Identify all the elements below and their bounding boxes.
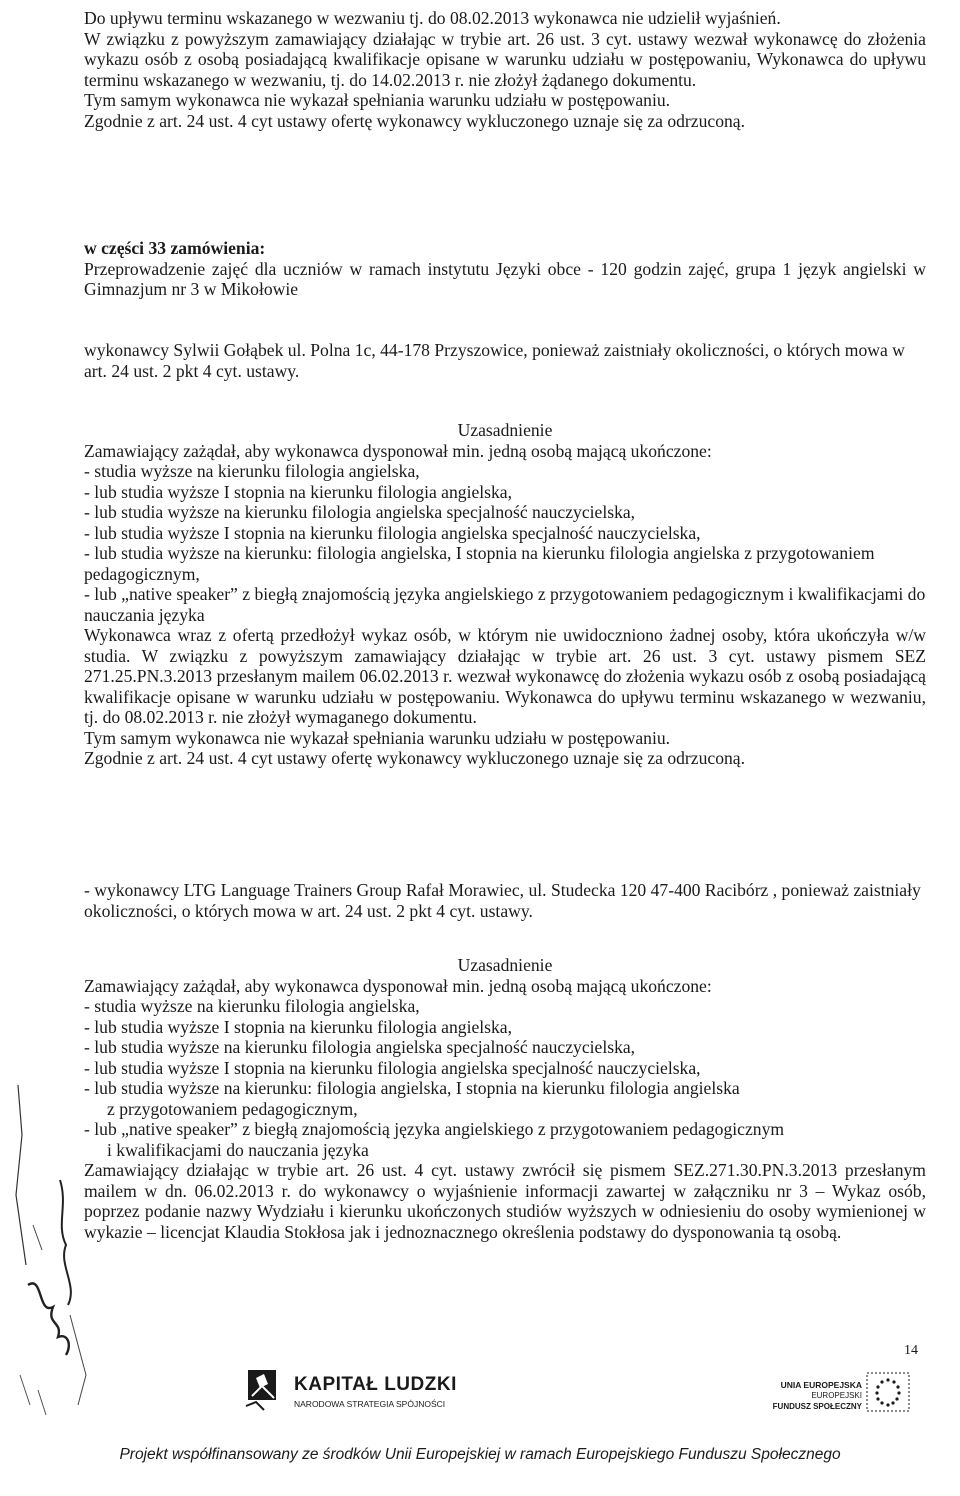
list-item: - studia wyższe na kierunku filologia angielska, xyxy=(84,461,420,481)
eu-flag-icon xyxy=(866,1372,910,1412)
paragraph: Do upływu terminu wskazanego w wezwaniu tj. do 08.02.2013 wykonawca nie udzielił wyjaśnień. xyxy=(84,8,781,28)
contractor-text: wykonawcy Sylwii Gołąbek ul. Polna 1c, 44-178 Przyszowice, ponieważ zaistniały okoliczności, o których mowa w art. 24 ust. 2 pkt 4 cyt. ustawy. xyxy=(84,340,905,381)
kapital-ludzki-logo-icon xyxy=(244,1366,284,1412)
list-item-continuation: z przygotowaniem pedagogicznym, xyxy=(107,1098,358,1119)
list-item: - lub „native speaker” z biegłą znajomością języka angielskiego z przygotowaniem pedagogicznym xyxy=(84,1119,785,1139)
section-heading: w części 33 zamówienia: xyxy=(84,238,266,258)
justification-title: Uzasadnienie xyxy=(457,955,553,975)
requirements-intro: Zamawiający zażądał, aby wykonawca dysponował min. jedną osobą mającą ukończone: xyxy=(84,440,712,461)
list-item: - studia wyższe na kierunku filologia angielska, xyxy=(84,996,420,1016)
requirements-intro: Zamawiający zażądał, aby wykonawca dysponował min. jedną osobą mającą ukończone: xyxy=(84,975,712,996)
list-item: - lub studia wyższe I stopnia na kierunku filologia angielska specjalność nauczycielska, xyxy=(84,522,701,543)
footer-note: Projekt współfinansowany ze środków Unii Europejskiej w ramach Europejskiego Funduszu Społecznego xyxy=(119,1446,841,1463)
part-33-section xyxy=(84,238,926,300)
justification-section xyxy=(84,420,926,769)
list-item: - lub studia wyższe I stopnia na kierunku filologia angielska specjalność nauczycielska, xyxy=(84,1057,701,1078)
list-item: - lub studia wyższe na kierunku filologia angielska specjalność nauczycielska, xyxy=(84,1037,636,1057)
paragraph: Zamawiający działając w trybie art. 26 ust. 4 cyt. ustawy zwrócił się pismem SEZ.271.30.PN.3.2013 przesłanym mailem w dn. 06.02.2013 r. do wykonawcy o wyjaśnienie informacji zawartej w załączniku nr 3 – Wykaz osób, poprzez podanie nazwy Wydziału i kierunku ukończonych studiów wyższych w odniesieniu do osoby wymienionej w wykazie – licencjat Klaudia Stokłosa jak i jednoznacznego określenia podstawy do dysponowania tą osobą. xyxy=(84,1160,926,1242)
contractor-section xyxy=(84,340,926,381)
list-item: - lub studia wyższe na kierunku filologia angielska specjalność nauczycielska, xyxy=(84,502,636,522)
paragraph: Wykonawca wraz z ofertą przedłożył wykaz osób, w którym nie uwidoczniono żadnej osoby, która ukończyła w/w studia. W związku z powyższym zamawiający działając w trybie art. 26 ust. 3 cyt. ustawy pismem SEZ 271.25.PN.3.2013 przesłanym mailem 06.02.2013 r. wezwał wykonawcę do złożenia wykazu osób z osobą posiadającą kwalifikacje opisane w warunku udziału w postępowaniu. Wykonawca do upływu terminu wskazanego w wezwaniu, tj. do 08.02.2013 r. nie złożył wymaganego dokumentu. xyxy=(84,625,926,727)
paragraph: Tym samym wykonawca nie wykazał spełniania warunku udziału w postępowaniu. xyxy=(84,90,671,110)
list-item-continuation: i kwalifikacjami do nauczania języka xyxy=(107,1139,369,1160)
list-item: - lub studia wyższe na kierunku: filologia angielska, I stopnia na kierunku filologia angielska xyxy=(84,1078,740,1098)
handwritten-signature xyxy=(8,1075,98,1495)
part-description: Przeprowadzenie zajęć dla uczniów w ramach instytutu Języki obce - 120 godzin zajęć, grupa 1 język angielski w Gimnazjum nr 3 w Mikołowie xyxy=(84,258,926,299)
list-item: - lub studia wyższe I stopnia na kierunku filologia angielska, xyxy=(84,481,513,502)
paragraph: Zgodnie z art. 24 ust. 4 cyt ustawy ofertę wykonawcy wykluczonego uznaje się za odrzuconą. xyxy=(84,748,746,768)
paragraph: Zgodnie z art. 24 ust. 4 cyt ustawy ofertę wykonawcy wykluczonego uznaje się za odrzuconą. xyxy=(84,110,746,131)
eu-logo-line3: FUNDUSZ SPOŁECZNY xyxy=(772,1402,862,1411)
list-item: - lub studia wyższe na kierunku: filologia angielska, I stopnia na kierunku filologia angielska z przygotowaniem pedagogicznym, xyxy=(84,543,875,584)
list-item: - lub studia wyższe I stopnia na kierunku filologia angielska, xyxy=(84,1016,513,1037)
ltg-justification-section xyxy=(84,955,926,1242)
eu-logo-line2: EUROPEJSKI xyxy=(811,1391,862,1400)
contractor-text: - wykonawcy LTG Language Trainers Group Rafał Morawiec, ul. Studecka 120 47-400 Racibórz , ponieważ zaistniały okoliczności, o których mowa w art. 24 ust. 2 pkt 4 cyt. ustawy. xyxy=(84,880,921,921)
intro-section xyxy=(84,8,926,131)
ltg-contractor-section xyxy=(84,880,926,921)
justification-title: Uzasadnienie xyxy=(457,420,553,440)
paragraph: Tym samym wykonawca nie wykazał spełniania warunku udziału w postępowaniu. xyxy=(84,727,671,748)
kapital-ludzki-title: KAPITAŁ LUDZKI xyxy=(294,1374,457,1395)
page-number: 14 xyxy=(904,1343,918,1358)
kapital-ludzki-subtitle: NARODOWA STRATEGIA SPÓJNOŚCI xyxy=(294,1399,446,1409)
eu-logo-line1: UNIA EUROPEJSKA xyxy=(780,1380,862,1390)
paragraph: W związku z powyższym zamawiający działając w trybie art. 26 ust. 3 cyt. ustawy wezwał wykonawcę do złożenia wykazu osób z osobą posiadającą kwalifikacje opisane w warunku udziału w postępowaniu, Wykonawca do upływu terminu wskazanego w wezwaniu, tj. do 14.02.2013 r. nie złożył żądanego dokumentu. xyxy=(84,28,926,90)
list-item: - lub „native speaker” z biegłą znajomością języka angielskiego z przygotowaniem pedagogicznym i kwalifikacjami do nauczania języka xyxy=(84,584,926,625)
